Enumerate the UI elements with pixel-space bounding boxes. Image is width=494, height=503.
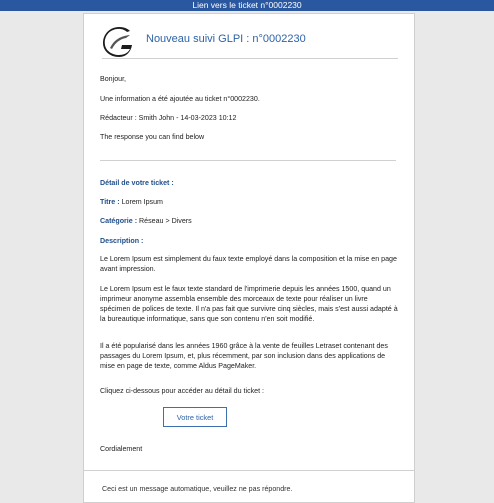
ticket-description-label: Description : [100,237,144,245]
ticket-title-value: Lorem Ipsum [121,198,163,206]
info-text: Une information a été ajoutée au ticket n°0002230. [100,95,260,103]
ticket-link[interactable]: Lien vers le ticket n°0002230 [192,0,302,10]
ticket-category-value: Réseau > Divers [139,217,192,225]
automatic-notice: Ceci est un message automatique, veuillez ne pas répondre. [102,485,293,493]
email-title: Nouveau suivi GLPI : n°0002230 [146,33,306,45]
footer-divider [84,470,414,471]
ticket-title-label: Titre : [100,198,120,206]
ticket-title-row [100,197,400,207]
view-ticket-button[interactable]: Votre ticket [163,407,227,427]
cta-text: Cliquez ci-dessous pour accéder au détail du ticket : [100,387,265,395]
ticket-category-label: Catégorie : [100,217,138,225]
section-divider [100,160,396,161]
closing-text: Cordialement [100,445,143,453]
header-divider [102,58,398,59]
greeting-text: Bonjour, [100,75,127,83]
author-line: Rédacteur : Smith John - 14-03-2023 10:12 [100,114,237,122]
email-card [83,13,415,503]
ticket-category-row [100,216,400,226]
email-header [102,26,398,66]
ticket-section-title: Détail de votre ticket : [100,179,174,187]
ticket-link-bar[interactable] [0,0,494,11]
description-paragraph-1: Le Lorem Ipsum est simplement du faux texte employé dans la composition et la mise en page avant impression. [100,255,397,273]
description-paragraph-3: Il a été popularisé dans les années 1960 grâce à la vente de feuilles Letraset contenant des passages du Lorem Ipsum, et, plus récemment, par son inclusion dans des applications de mise en page de texte, comme Aldus PageMaker. [100,342,388,370]
description-paragraph-2: Le Lorem Ipsum est le faux texte standard de l'imprimerie depuis les années 1500, quand un imprimeur anonyme assembla ensemble des morceaux de texte pour réaliser un livre spécimen de polices de texte. Il n'a pas fait que survivre cinq siècles, mais s'est aussi adapté à la bureautique informatique, sans que son contenu n'en soit modifié. [100,285,398,323]
glpi-logo-icon [102,26,134,58]
response-text: The response you can find below [100,133,205,141]
